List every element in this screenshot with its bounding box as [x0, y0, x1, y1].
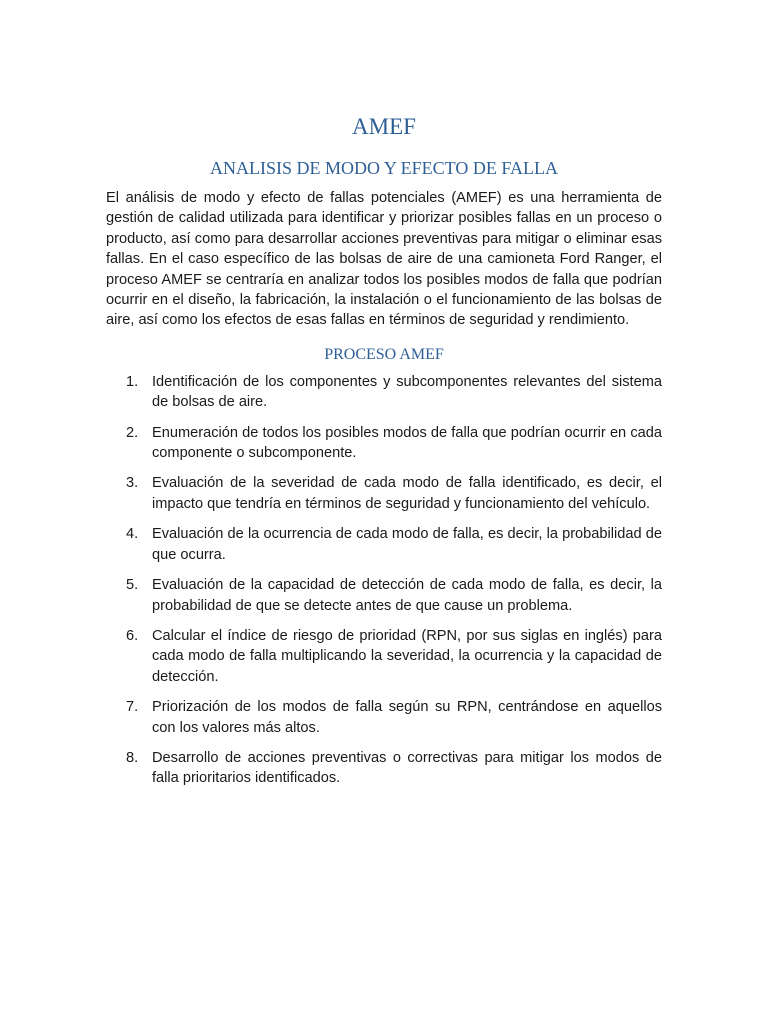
- list-item: [106, 473, 662, 514]
- list-item: [106, 423, 662, 464]
- list-item-number: 5.: [126, 577, 139, 594]
- document-title: AMEF: [352, 114, 416, 139]
- list-item-text: Identificación de los componentes y subcomponentes relevantes del sistema de bolsas de aire.: [152, 373, 662, 411]
- list-item: [106, 626, 662, 687]
- section-title: PROCESO AMEF: [324, 345, 444, 363]
- list-item-text: Desarrollo de acciones preventivas o correctivas para mitigar los modos de falla prioritarios identificados.: [152, 749, 662, 787]
- list-item-number: 1.: [126, 373, 139, 390]
- list-item: [106, 697, 662, 738]
- list-item-text: Calcular el índice de riesgo de prioridad (RPN, por sus siglas en inglés) para cada modo de falla multiplicando la severidad, la ocurrencia y la capacidad de detección.: [152, 627, 662, 685]
- list-item-text: Evaluación de la ocurrencia de cada modo de falla, es decir, la probabilidad de que ocurra.: [152, 526, 662, 563]
- process-steps-list: [106, 372, 662, 789]
- list-item: [106, 524, 662, 565]
- list-item-number: 2.: [126, 424, 139, 441]
- document-subtitle: ANALISIS DE MODO Y EFECTO DE FALLA: [210, 158, 558, 178]
- intro-paragraph: El análisis de modo y efecto de fallas potenciales (AMEF) es una herramienta de gestión de calidad utilizada para identificar y priorizar posibles fallas en un proceso o producto, así como para desarrollar acciones preventivas para mitigar o eliminar esas fallas. En el caso específico de las bolsas de aire de una camioneta Ford Ranger, el proceso AMEF se centraría en analizar todos los posibles modos de falla que podrían ocurrir en el diseño, la fabricación, la instalación o el funcionamiento de las bolsas de aire, así como los efectos de esas fallas en términos de seguridad y rendimiento.: [106, 190, 662, 329]
- list-item-number: 7.: [126, 699, 139, 716]
- list-item-text: Priorización de los modos de falla según su RPN, centrándose en aquellos con los valores más altos.: [152, 699, 662, 736]
- list-item-number: 6.: [126, 627, 139, 644]
- list-item: [106, 575, 662, 616]
- list-item: [106, 372, 662, 413]
- list-item: [106, 748, 662, 789]
- list-item-text: Enumeración de todos los posibles modos de falla que podrían ocurrir en cada componente o subcomponente.: [152, 424, 662, 462]
- list-item-number: 4.: [126, 526, 139, 543]
- list-item-number: 3.: [126, 475, 139, 492]
- list-item-text: Evaluación de la capacidad de detección de cada modo de falla, es decir, la probabilidad de que se detecte antes de que cause un problema.: [152, 577, 662, 614]
- list-item-text: Evaluación de la severidad de cada modo de falla identificado, es decir, el impacto que tendría en términos de seguridad y funcionamiento del vehículo.: [152, 475, 662, 512]
- list-item-number: 8.: [126, 749, 139, 766]
- document-page: [106, 112, 662, 799]
